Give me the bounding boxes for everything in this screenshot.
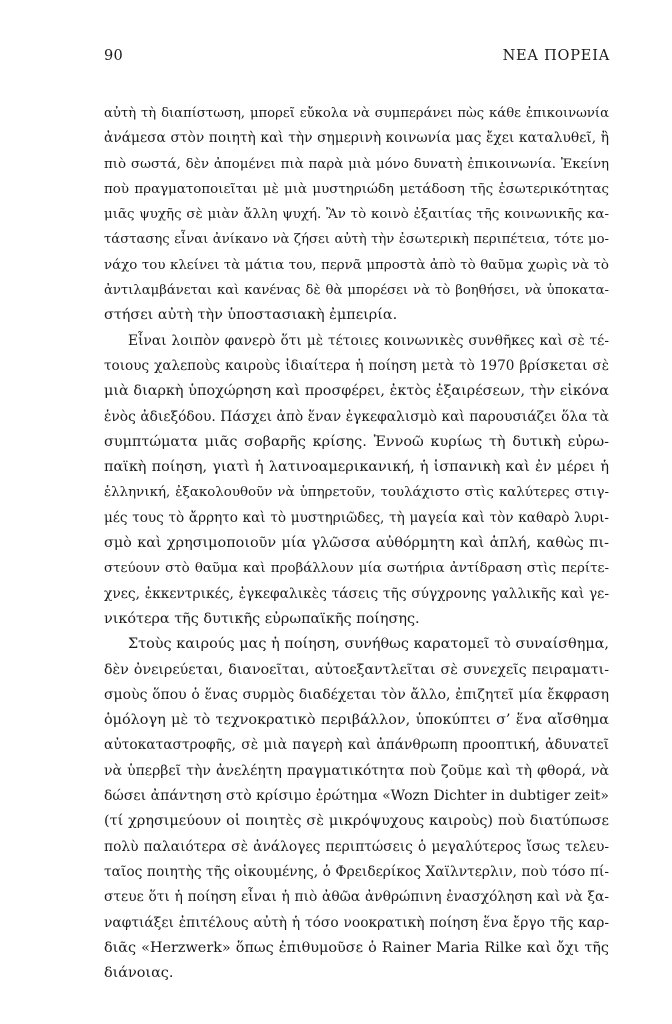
text-line: δὲν ὀνειρεύεται, διανοεῖται, αὐτοεξαντλεῖται σὲ συνεχεῖς πειραματι- <box>104 661 609 678</box>
text-line: αὐτὴ τὴ διαπίστωση, μπορεῖ εὔκολα νὰ συμπεράνει πὼς κάθε ἐπικοινωνία <box>104 106 609 121</box>
text-line: διάνοιας. <box>104 965 174 982</box>
paragraph <box>104 329 609 633</box>
text-line: πιὸ σωστά, δὲν ἀπομένει πιὰ παρὰ μιὰ μόνο δυνατὴ ἐπικοινωνία. Ἐκείνη <box>104 156 609 172</box>
text-line: διᾶς «Herzwerk» ὅπως ἐπιθυμοῦσε ὁ Rainer Maria Rilke καὶ ὄχι τῆς <box>104 939 609 956</box>
text-line: πολὺ παλαιότερα σὲ ἀνάλογες περιπτώσεις ὁ μεγαλύτερος ἴσως τελευ- <box>104 838 609 855</box>
text-line: ναφτιάξει ἐπιτέλους αὐτὴ ἡ τόσο νοοκρατικὴ ποίηση ἕνα ἔργο τῆς καρ- <box>104 914 609 931</box>
text-line: ἀνάμεσα στὸν ποιητὴ καὶ τὴν σημερινὴ κοινωνία μας ἔχει καταλυθεῖ, ἢ <box>104 130 609 147</box>
text-line: ὁμόλογη μὲ τὸ τεχνοκρατικὸ περιβάλλον, ὑποκύπτει σ’ ἕνα αἴσθημα <box>104 712 609 729</box>
text-line: (τί χρησιμεύουν οἱ ποιητὲς σὲ μικρόψυχους καιροὺς) ποὺ διατύπωσε <box>104 813 609 830</box>
text-line: νάχο του κλείνει τὰ μάτια του, περνᾶ μπροστὰ ἀπὸ τὸ θαῦμα χωρὶς νὰ τὸ <box>104 257 609 273</box>
text-line: συμπτώματα μιᾶς σοβαρῆς κρίσης. Ἐννοῶ κυρίως τὴ δυτικὴ εὐρω- <box>104 433 609 450</box>
text-line: ἑνὸς ἀδιεξόδου. Πάσχει ἀπὸ ἕναν ἐγκεφαλισμὸ καὶ παρουσιάζει ὅλα τὰ <box>104 408 609 425</box>
text-line: νικότερα τῆς δυτικῆς εὐρωπαϊκῆς ποίησης. <box>104 610 420 627</box>
text-line: χνες, ἐκκεντρικές, ἐγκεφαλικὲς τάσεις τῆς σύγχρονης γαλλικῆς καὶ γε- <box>104 585 609 602</box>
page-header <box>104 48 610 70</box>
text-line: Εἶναι λοιπὸν φανερὸ ὅτι μὲ τέτοιες κοινωνικὲς συνθῆκες καὶ σὲ τέ- <box>128 332 609 349</box>
text-line: σμὸ καὶ χρησιμοποιοῦν μία γλῶσσα αὐθόρμητη καὶ ἁπλή, καθὼς πι- <box>104 535 609 552</box>
text-line: ἀντιλαμβάνεται καὶ κανένας δὲ θὰ μπορέσει νὰ τὸ βοηθήσει, νὰ ὑποκατα- <box>104 283 609 299</box>
body-text <box>104 101 609 986</box>
text-line: νὰ ὑπερβεῖ τὴν ἀνελέητη πραγματικότητα ποὺ ζοῦμε καὶ τὴ φθορά, νὰ <box>104 762 609 779</box>
text-line: ταῖος ποιητὴς τῆς οἰκουμένης, ὁ Φρειδερίκος Χαϊλντερλιν, ποὺ τόσο πί- <box>104 863 609 880</box>
paragraph <box>104 101 609 329</box>
text-line: αὐτοκαταστροφῆς, σὲ μιὰ παγερὴ καὶ ἀπάνθρωπη προοπτική, ἀδυνατεῖ <box>104 737 609 754</box>
text-line: μές τους τὸ ἄρρητο καὶ τὸ μυστηριῶδες, τὴ μαγεία καὶ τὸν καθαρὸ λυρι- <box>104 509 609 526</box>
page-number: 90 <box>104 48 124 64</box>
text-line: ποὺ πραγματοποιεῖται μὲ μιὰ μυστηριώδη μετάδοση τῆς ἐσωτερικότητας <box>104 181 609 197</box>
text-line: μιᾶς ψυχῆς σὲ μιὰν ἄλλη ψυχή. Ἂν τὸ κοινὸ ἐξαιτίας τῆς κοινωνικῆς κα- <box>104 207 609 223</box>
text-line: ἑλληνική, ἐξακολουθοῦν νὰ ὑπηρετοῦν, τουλάχιστο στὶς καλύτερες στιγ- <box>104 485 609 501</box>
text-line: Στοὺς καιρούς μας ἡ ποίηση, συνήθως καρατομεῖ τὸ συναίσθημα, <box>128 636 609 653</box>
paragraph <box>104 632 609 986</box>
text-line: παϊκὴ ποίηση, γιατὶ ἡ λατινοαμερικανική, ἡ ἱσπανικὴ καὶ ἐν μέρει ἡ <box>104 459 609 476</box>
text-line: στευε ὅτι ἡ ποίηση εἶναι ἡ πιὸ ἀθῶα ἀνθρώπινη ἐνασχόληση καὶ νὰ ξα- <box>104 889 609 906</box>
text-line: δώσει ἀπάντηση στὸ κρίσιμο ἐρώτημα «Wozn Dichter in dubtiger zeit» <box>104 788 609 805</box>
text-line: μιὰ διαρκὴ ὑποχώρηση καὶ προσφέρει, ἐκτὸς ἐξαιρέσεων, τὴν εἰκόνα <box>104 383 609 400</box>
text-line: τοιους χαλεποὺς καιροὺς ἰδιαίτερα ἡ ποίηση μετὰ τὸ 1970 βρίσκεται σὲ <box>104 357 609 374</box>
text-line: τάστασης εἶναι ἀνίκανο νὰ ζήσει αὐτὴ τὴν ἐσωτερικὴ περιπέτεια, τότε μο- <box>104 232 609 248</box>
running-head: ΝΕΑ ΠΟΡΕΙΑ <box>502 48 610 64</box>
text-line: στεύουν στὸ θαῦμα καὶ προβάλλουν μία σωτήρια ἀντίδραση στὶς περίτε- <box>104 561 609 577</box>
text-line: σμοὺς ὅπου ὁ ἕνας συρμὸς διαδέχεται τὸν ἄλλο, ἐπιζητεῖ μία ἔκφραση <box>104 686 609 703</box>
text-line: στήσει αὐτὴ τὴν ὑποστασιακὴ ἐμπειρία. <box>104 307 398 324</box>
